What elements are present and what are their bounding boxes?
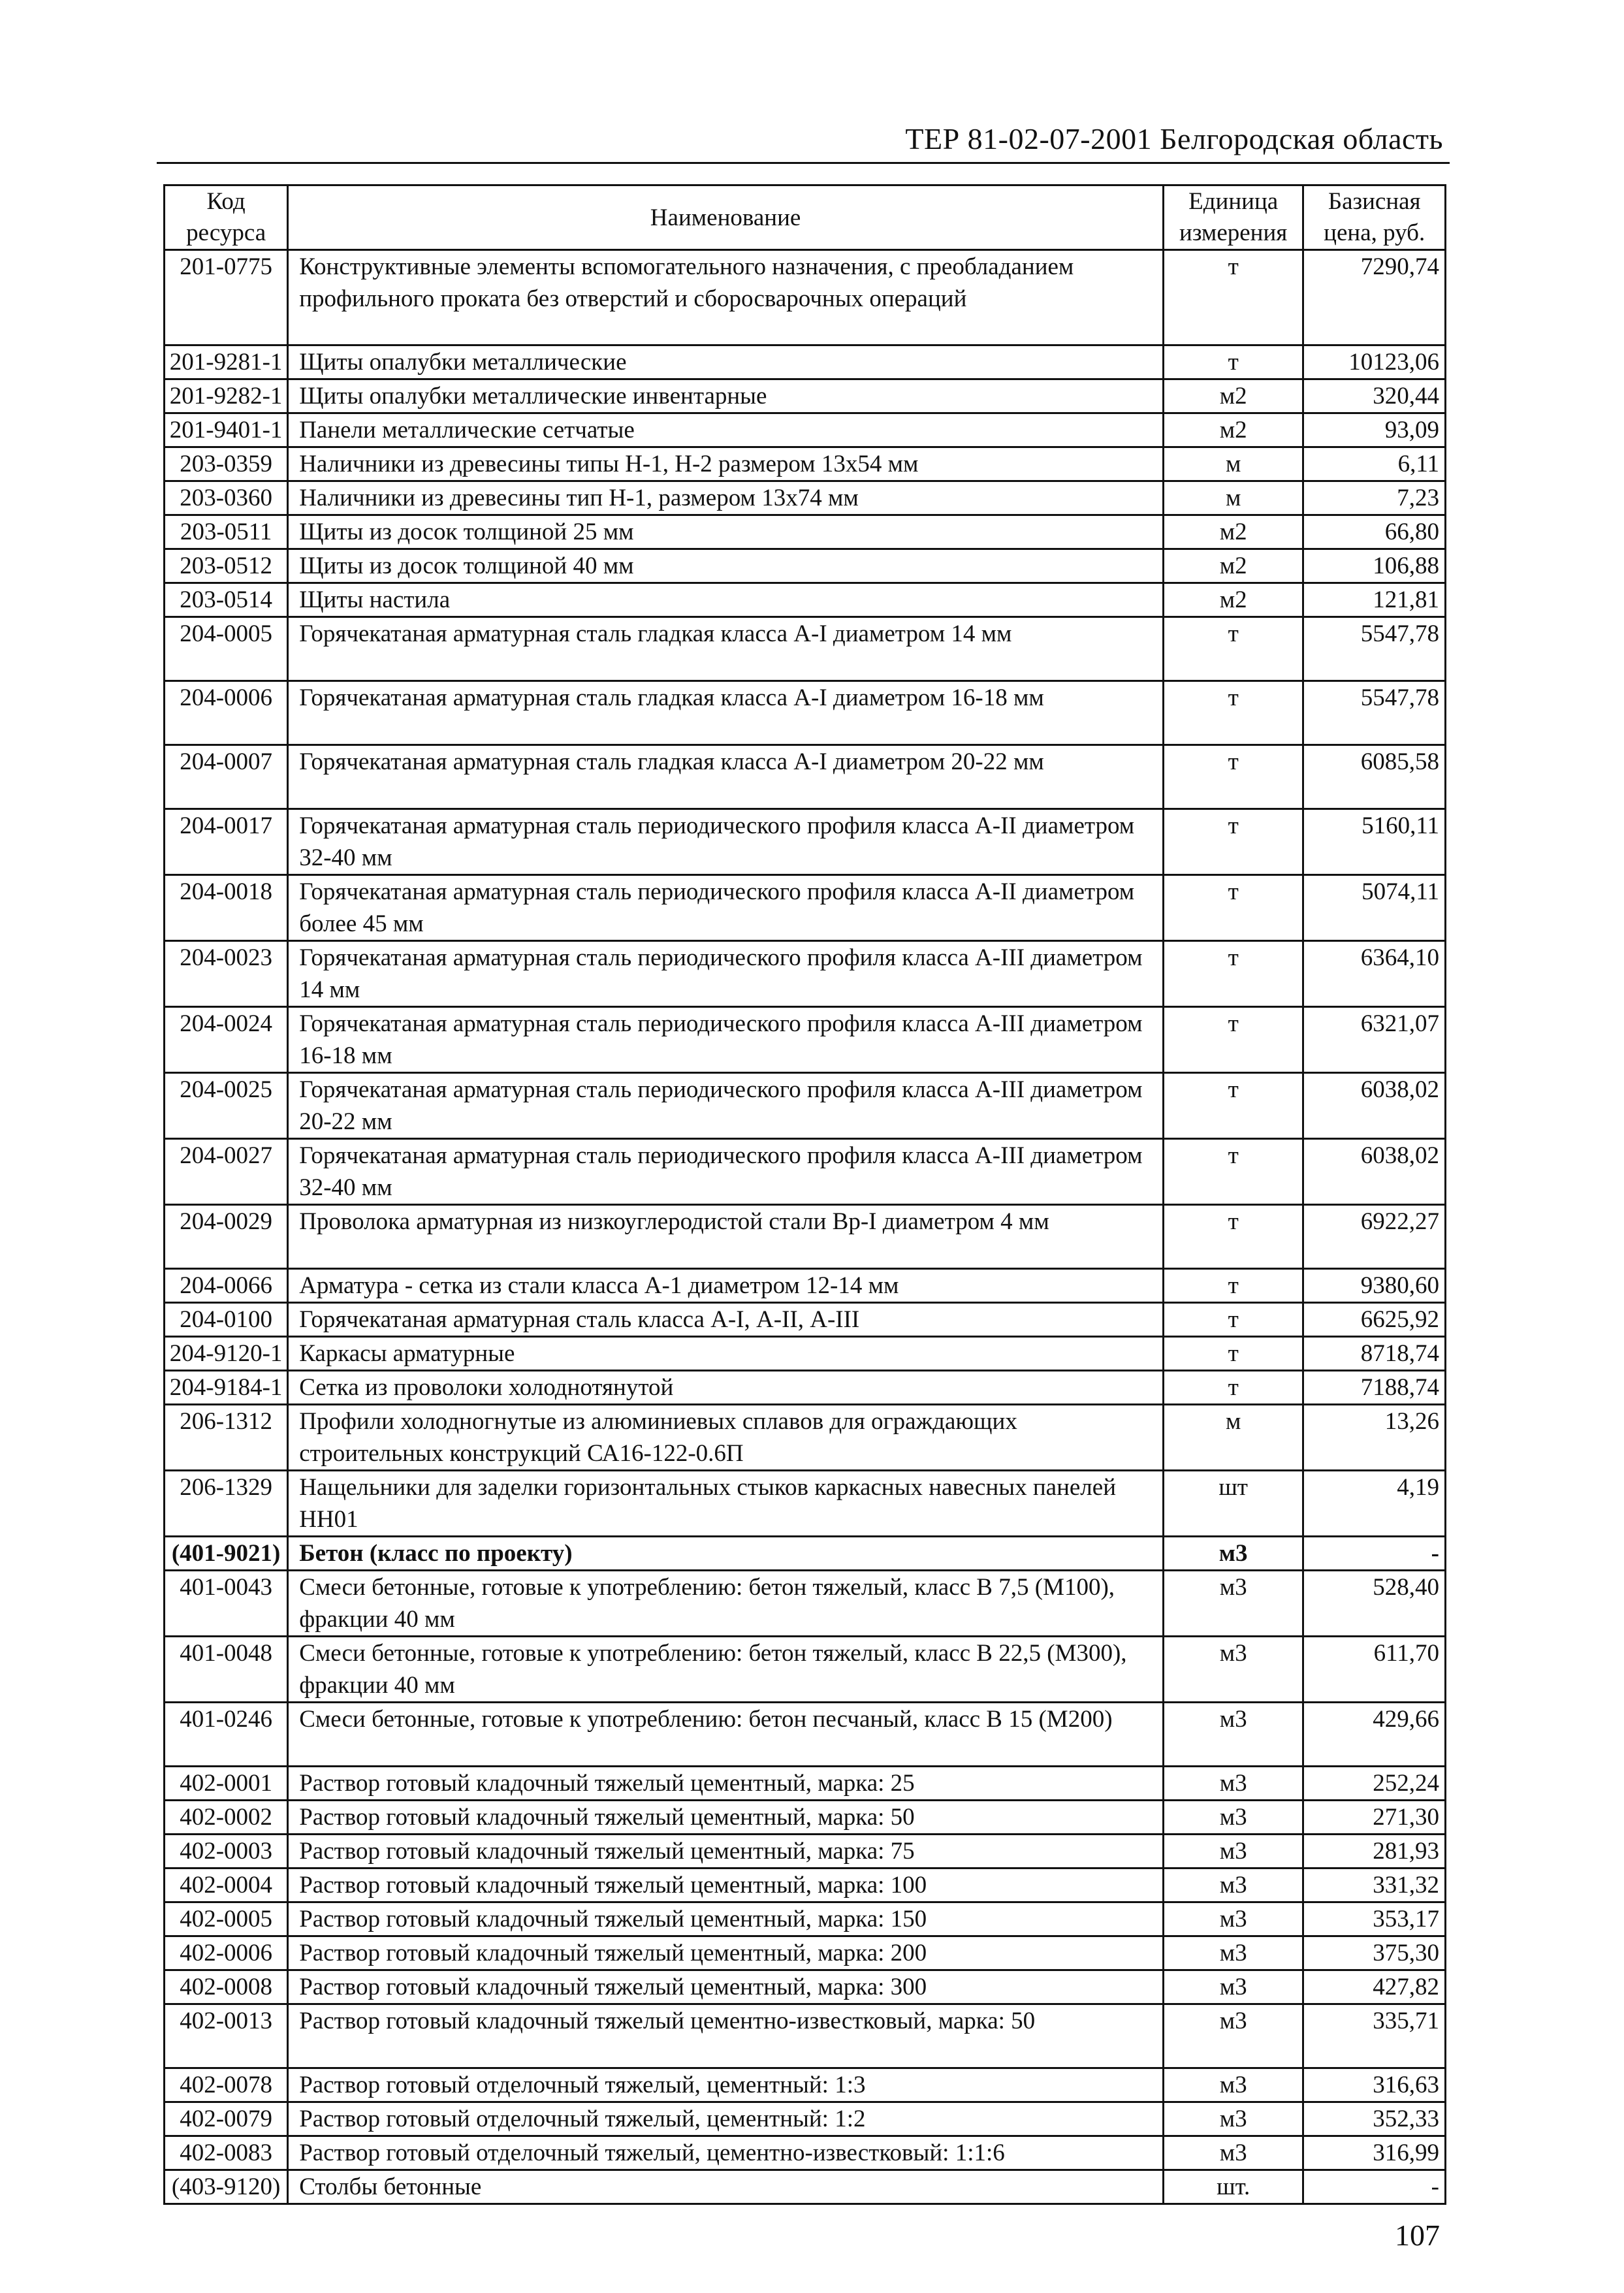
price-cell: 281,93 [1303,1835,1446,1868]
unit-cell: м3 [1163,2004,1303,2068]
unit-cell: м3 [1163,2068,1303,2102]
resource-name-cell: Нащельники для заделки горизонтальных стыков каркасных навесных панелей НН01 [288,1471,1164,1537]
resource-code-cell: 204-0100 [165,1303,288,1337]
resource-name-cell: Смеси бетонные, готовые к употреблению: бетон тяжелый, класс В 22,5 (М300), фракции 40 мм [288,1637,1164,1703]
column-header-unit [1163,185,1303,250]
resource-name-cell: Арматура - сетка из стали класса А-1 диаметром 12-14 мм [288,1269,1164,1303]
resource-name-cell: Горячекатаная арматурная сталь периодического профиля класса А-III диаметром 20-22 мм [288,1073,1164,1139]
unit-cell: м2 [1163,583,1303,617]
table-row [165,809,1446,875]
table-row [165,1970,1446,2004]
resource-name-cell: Щиты из досок толщиной 25 мм [288,515,1164,549]
unit-cell: т [1163,1007,1303,1073]
price-cell: 106,88 [1303,549,1446,583]
price-cell: 6038,02 [1303,1073,1446,1139]
price-cell: 320,44 [1303,379,1446,413]
resource-code-cell: 204-0024 [165,1007,288,1073]
table-row [165,1337,1446,1371]
table-row [165,250,1446,345]
resource-name-cell: Наличники из древесины тип Н-1, размером 13х74 мм [288,481,1164,515]
price-cell: 5547,78 [1303,617,1446,681]
unit-cell: м3 [1163,2102,1303,2136]
resource-name-cell: Бетон (класс по проекту) [288,1537,1164,1571]
resource-code-cell: 402-0004 [165,1868,288,1902]
resource-code-cell: 201-9281-1 [165,345,288,379]
unit-cell: м3 [1163,1571,1303,1637]
unit-cell: м2 [1163,413,1303,447]
resource-name-cell: Панели металлические сетчатые [288,413,1164,447]
table-row [165,745,1446,809]
price-cell: 6038,02 [1303,1139,1446,1205]
resource-code-cell: 201-9282-1 [165,379,288,413]
table-row [165,583,1446,617]
document-header-title: ТЕР 81-02-07-2001 Белгородская область [905,122,1443,155]
resource-name-cell: Смеси бетонные, готовые к употреблению: бетон тяжелый, класс В 7,5 (М100), фракции 40 мм [288,1571,1164,1637]
resource-name-cell: Щиты настила [288,583,1164,617]
resource-name-cell: Проволока арматурная из низкоуглеродистой стали Вр-I диаметром 4 мм [288,1205,1164,1269]
table-row [165,617,1446,681]
unit-cell: м3 [1163,1868,1303,1902]
resource-name-cell: Столбы бетонные [288,2170,1164,2204]
price-cell: 8718,74 [1303,1337,1446,1371]
resource-code-cell: 206-1329 [165,1471,288,1537]
resource-code-cell: 203-0514 [165,583,288,617]
column-header-name: Наименование [288,185,1164,250]
table-row [165,1868,1446,1902]
price-cell: 66,80 [1303,515,1446,549]
resource-price-table [163,184,1446,2205]
column-header-code-line: ресурса [186,219,266,246]
resource-name-cell: Раствор готовый отделочный тяжелый, цементный: 1:2 [288,2102,1164,2136]
resource-code-cell: 201-9401-1 [165,413,288,447]
unit-cell: т [1163,1371,1303,1405]
resource-code-cell: 203-0360 [165,481,288,515]
unit-cell: м2 [1163,549,1303,583]
unit-cell: м3 [1163,1936,1303,1970]
resource-name-cell: Раствор готовый кладочный тяжелый цементный, марка: 200 [288,1936,1164,1970]
table-row [165,2102,1446,2136]
table-row [165,1073,1446,1139]
resource-code-cell: 204-9184-1 [165,1371,288,1405]
table-row [165,1405,1446,1471]
resource-name-cell: Наличники из древесины типы Н-1, Н-2 размером 13х54 мм [288,447,1164,481]
resource-name-cell: Раствор готовый кладочный тяжелый цементный, марка: 300 [288,1970,1164,2004]
price-cell: 5160,11 [1303,809,1446,875]
table-row [165,681,1446,745]
resource-name-cell: Раствор готовый кладочный тяжелый цементный, марка: 25 [288,1767,1164,1801]
unit-cell: т [1163,875,1303,941]
price-cell: 427,82 [1303,1970,1446,2004]
resource-name-cell: Горячекатаная арматурная сталь гладкая класса А-I диаметром 20-22 мм [288,745,1164,809]
price-cell: 6364,10 [1303,941,1446,1007]
resource-name-cell: Горячекатаная арматурная сталь периодического профиля класса А-III диаметром 16-18 мм [288,1007,1164,1073]
resource-code-cell: 204-0006 [165,681,288,745]
table-row [165,875,1446,941]
column-header-unit-line: измерения [1179,219,1288,246]
price-cell: 7188,74 [1303,1371,1446,1405]
resource-code-cell: 402-0002 [165,1801,288,1835]
resource-code-cell: 402-0005 [165,1902,288,1936]
table-row [165,1537,1446,1571]
unit-cell: т [1163,745,1303,809]
table-row [165,1007,1446,1073]
table-row [165,481,1446,515]
resource-code-cell: 206-1312 [165,1405,288,1471]
unit-cell: т [1163,1073,1303,1139]
unit-cell: т [1163,250,1303,345]
unit-cell: м3 [1163,1703,1303,1767]
resource-name-cell: Раствор готовый кладочный тяжелый цементно-известковый, марка: 50 [288,2004,1164,2068]
unit-cell: м3 [1163,1835,1303,1868]
column-header-code-line: Код [206,188,246,215]
table-row [165,1571,1446,1637]
table-row [165,447,1446,481]
resource-name-cell: Раствор готовый кладочный тяжелый цементный, марка: 50 [288,1801,1164,1835]
table-row [165,1703,1446,1767]
price-cell: 429,66 [1303,1703,1446,1767]
unit-cell: т [1163,941,1303,1007]
price-cell: 13,26 [1303,1405,1446,1471]
resource-code-cell: (403-9120) [165,2170,288,2204]
price-cell: 331,32 [1303,1868,1446,1902]
unit-cell: м3 [1163,1637,1303,1703]
price-cell: 316,99 [1303,2136,1446,2170]
resource-name-cell: Каркасы арматурные [288,1337,1164,1371]
table-row [165,2068,1446,2102]
unit-cell: т [1163,1303,1303,1337]
unit-cell: т [1163,345,1303,379]
price-cell: 5074,11 [1303,875,1446,941]
resource-name-cell: Горячекатаная арматурная сталь периодического профиля класса А-III диаметром 32-40 мм [288,1139,1164,1205]
price-cell: 121,81 [1303,583,1446,617]
resource-name-cell: Смеси бетонные, готовые к употреблению: бетон песчаный, класс В 15 (М200) [288,1703,1164,1767]
resource-name-cell: Конструктивные элементы вспомогательного назначения, с преобладанием профильного проката без отверстий и сборосварочных операций [288,250,1164,345]
unit-cell: шт. [1163,2170,1303,2204]
unit-cell: м2 [1163,379,1303,413]
resource-name-cell: Раствор готовый кладочный тяжелый цементный, марка: 150 [288,1902,1164,1936]
resource-name-cell: Щиты опалубки металлические [288,345,1164,379]
price-cell: 9380,60 [1303,1269,1446,1303]
table-row [165,2170,1446,2204]
table-row [165,515,1446,549]
table-row [165,379,1446,413]
resource-name-cell: Щиты опалубки металлические инвентарные [288,379,1164,413]
resource-name-cell: Горячекатаная арматурная сталь гладкая класса А-I диаметром 14 мм [288,617,1164,681]
resource-code-cell: 204-0023 [165,941,288,1007]
resource-code-cell: 401-0246 [165,1703,288,1767]
price-cell: 6922,27 [1303,1205,1446,1269]
resource-code-cell: 203-0511 [165,515,288,549]
column-header-price-line: Базисная [1328,188,1421,215]
resource-code-cell: 203-0512 [165,549,288,583]
resource-code-cell: 204-0027 [165,1139,288,1205]
unit-cell: м3 [1163,2136,1303,2170]
price-cell: 6,11 [1303,447,1446,481]
table-row [165,1902,1446,1936]
price-cell: 7,23 [1303,481,1446,515]
unit-cell: м3 [1163,1902,1303,1936]
resource-name-cell: Горячекатаная арматурная сталь периодического профиля класса А-II диаметром 32-40 мм [288,809,1164,875]
resource-code-cell: (401-9021) [165,1537,288,1571]
unit-cell: т [1163,809,1303,875]
price-cell: 6085,58 [1303,745,1446,809]
price-cell: 93,09 [1303,413,1446,447]
table-row [165,1205,1446,1269]
unit-cell: т [1163,1205,1303,1269]
resource-code-cell: 204-0007 [165,745,288,809]
resource-code-cell: 401-0048 [165,1637,288,1703]
resource-name-cell: Горячекатаная арматурная сталь периодического профиля класса А-II диаметром более 45 мм [288,875,1164,941]
column-header-price-line: цена, руб. [1324,219,1425,246]
table-row [165,1637,1446,1703]
unit-cell: м3 [1163,1767,1303,1801]
resource-name-cell: Горячекатаная арматурная сталь класса А-I, А-II, А-III [288,1303,1164,1337]
column-header-unit-line: Единица [1188,188,1279,215]
resource-code-cell: 401-0043 [165,1571,288,1637]
unit-cell: т [1163,1269,1303,1303]
resource-code-cell: 402-0006 [165,1936,288,1970]
price-cell: 271,30 [1303,1801,1446,1835]
column-header-price [1303,185,1446,250]
resource-code-cell: 402-0079 [165,2102,288,2136]
price-cell: 5547,78 [1303,681,1446,745]
price-cell: 352,33 [1303,2102,1446,2136]
price-cell: - [1303,1537,1446,1571]
header-rule [157,162,1450,164]
price-cell: 4,19 [1303,1471,1446,1537]
unit-cell: м3 [1163,1537,1303,1571]
unit-cell: м3 [1163,1801,1303,1835]
price-cell: 611,70 [1303,1637,1446,1703]
resource-code-cell: 402-0078 [165,2068,288,2102]
resource-name-cell: Раствор готовый отделочный тяжелый, цементно-известковый: 1:1:6 [288,2136,1164,2170]
table-row [165,549,1446,583]
table-row [165,1371,1446,1405]
unit-cell: шт [1163,1471,1303,1537]
resource-code-cell: 204-0029 [165,1205,288,1269]
price-cell: 252,24 [1303,1767,1446,1801]
unit-cell: т [1163,1337,1303,1371]
resource-code-cell: 204-0005 [165,617,288,681]
price-cell: 10123,06 [1303,345,1446,379]
table-row [165,2136,1446,2170]
table-row [165,1835,1446,1868]
price-cell: 316,63 [1303,2068,1446,2102]
price-cell: 6321,07 [1303,1007,1446,1073]
table-row [165,1767,1446,1801]
resource-name-cell: Горячекатаная арматурная сталь гладкая класса А-I диаметром 16-18 мм [288,681,1164,745]
table-row [165,1801,1446,1835]
column-header-code [165,185,288,250]
price-cell: 335,71 [1303,2004,1446,2068]
table-row [165,1303,1446,1337]
price-cell: - [1303,2170,1446,2204]
table-row [165,345,1446,379]
price-cell: 6625,92 [1303,1303,1446,1337]
price-cell: 7290,74 [1303,250,1446,345]
table-header-row [165,185,1446,250]
resource-code-cell: 204-9120-1 [165,1337,288,1371]
table-row [165,1269,1446,1303]
price-cell: 353,17 [1303,1902,1446,1936]
resource-name-cell: Раствор готовый отделочный тяжелый, цементный: 1:3 [288,2068,1164,2102]
resource-code-cell: 204-0017 [165,809,288,875]
resource-name-cell: Раствор готовый кладочный тяжелый цементный, марка: 75 [288,1835,1164,1868]
table-body [165,250,1446,2204]
resource-code-cell: 402-0003 [165,1835,288,1868]
unit-cell: т [1163,681,1303,745]
table-row [165,2004,1446,2068]
unit-cell: т [1163,617,1303,681]
page-number: 107 [1395,2219,1440,2252]
unit-cell: м [1163,1405,1303,1471]
price-cell: 375,30 [1303,1936,1446,1970]
table-row [165,941,1446,1007]
resource-name-cell: Горячекатаная арматурная сталь периодического профиля класса А-III диаметром 14 мм [288,941,1164,1007]
table-row [165,1936,1446,1970]
resource-code-cell: 204-0025 [165,1073,288,1139]
resource-name-cell: Раствор готовый кладочный тяжелый цементный, марка: 100 [288,1868,1164,1902]
resource-code-cell: 203-0359 [165,447,288,481]
resource-name-cell: Щиты из досок толщиной 40 мм [288,549,1164,583]
unit-cell: т [1163,1139,1303,1205]
table-row [165,413,1446,447]
resource-name-cell: Профили холодногнутые из алюминиевых сплавов для ограждающих строительных конструкций СА16-122-0.6П [288,1405,1164,1471]
unit-cell: м [1163,447,1303,481]
table-row [165,1139,1446,1205]
resource-code-cell: 402-0001 [165,1767,288,1801]
resource-code-cell: 402-0013 [165,2004,288,2068]
price-cell: 528,40 [1303,1571,1446,1637]
resource-code-cell: 201-0775 [165,250,288,345]
unit-cell: м [1163,481,1303,515]
table-row [165,1471,1446,1537]
resource-code-cell: 204-0018 [165,875,288,941]
unit-cell: м3 [1163,1970,1303,2004]
resource-code-cell: 204-0066 [165,1269,288,1303]
resource-name-cell: Сетка из проволоки холоднотянутой [288,1371,1164,1405]
unit-cell: м2 [1163,515,1303,549]
resource-code-cell: 402-0008 [165,1970,288,2004]
resource-code-cell: 402-0083 [165,2136,288,2170]
